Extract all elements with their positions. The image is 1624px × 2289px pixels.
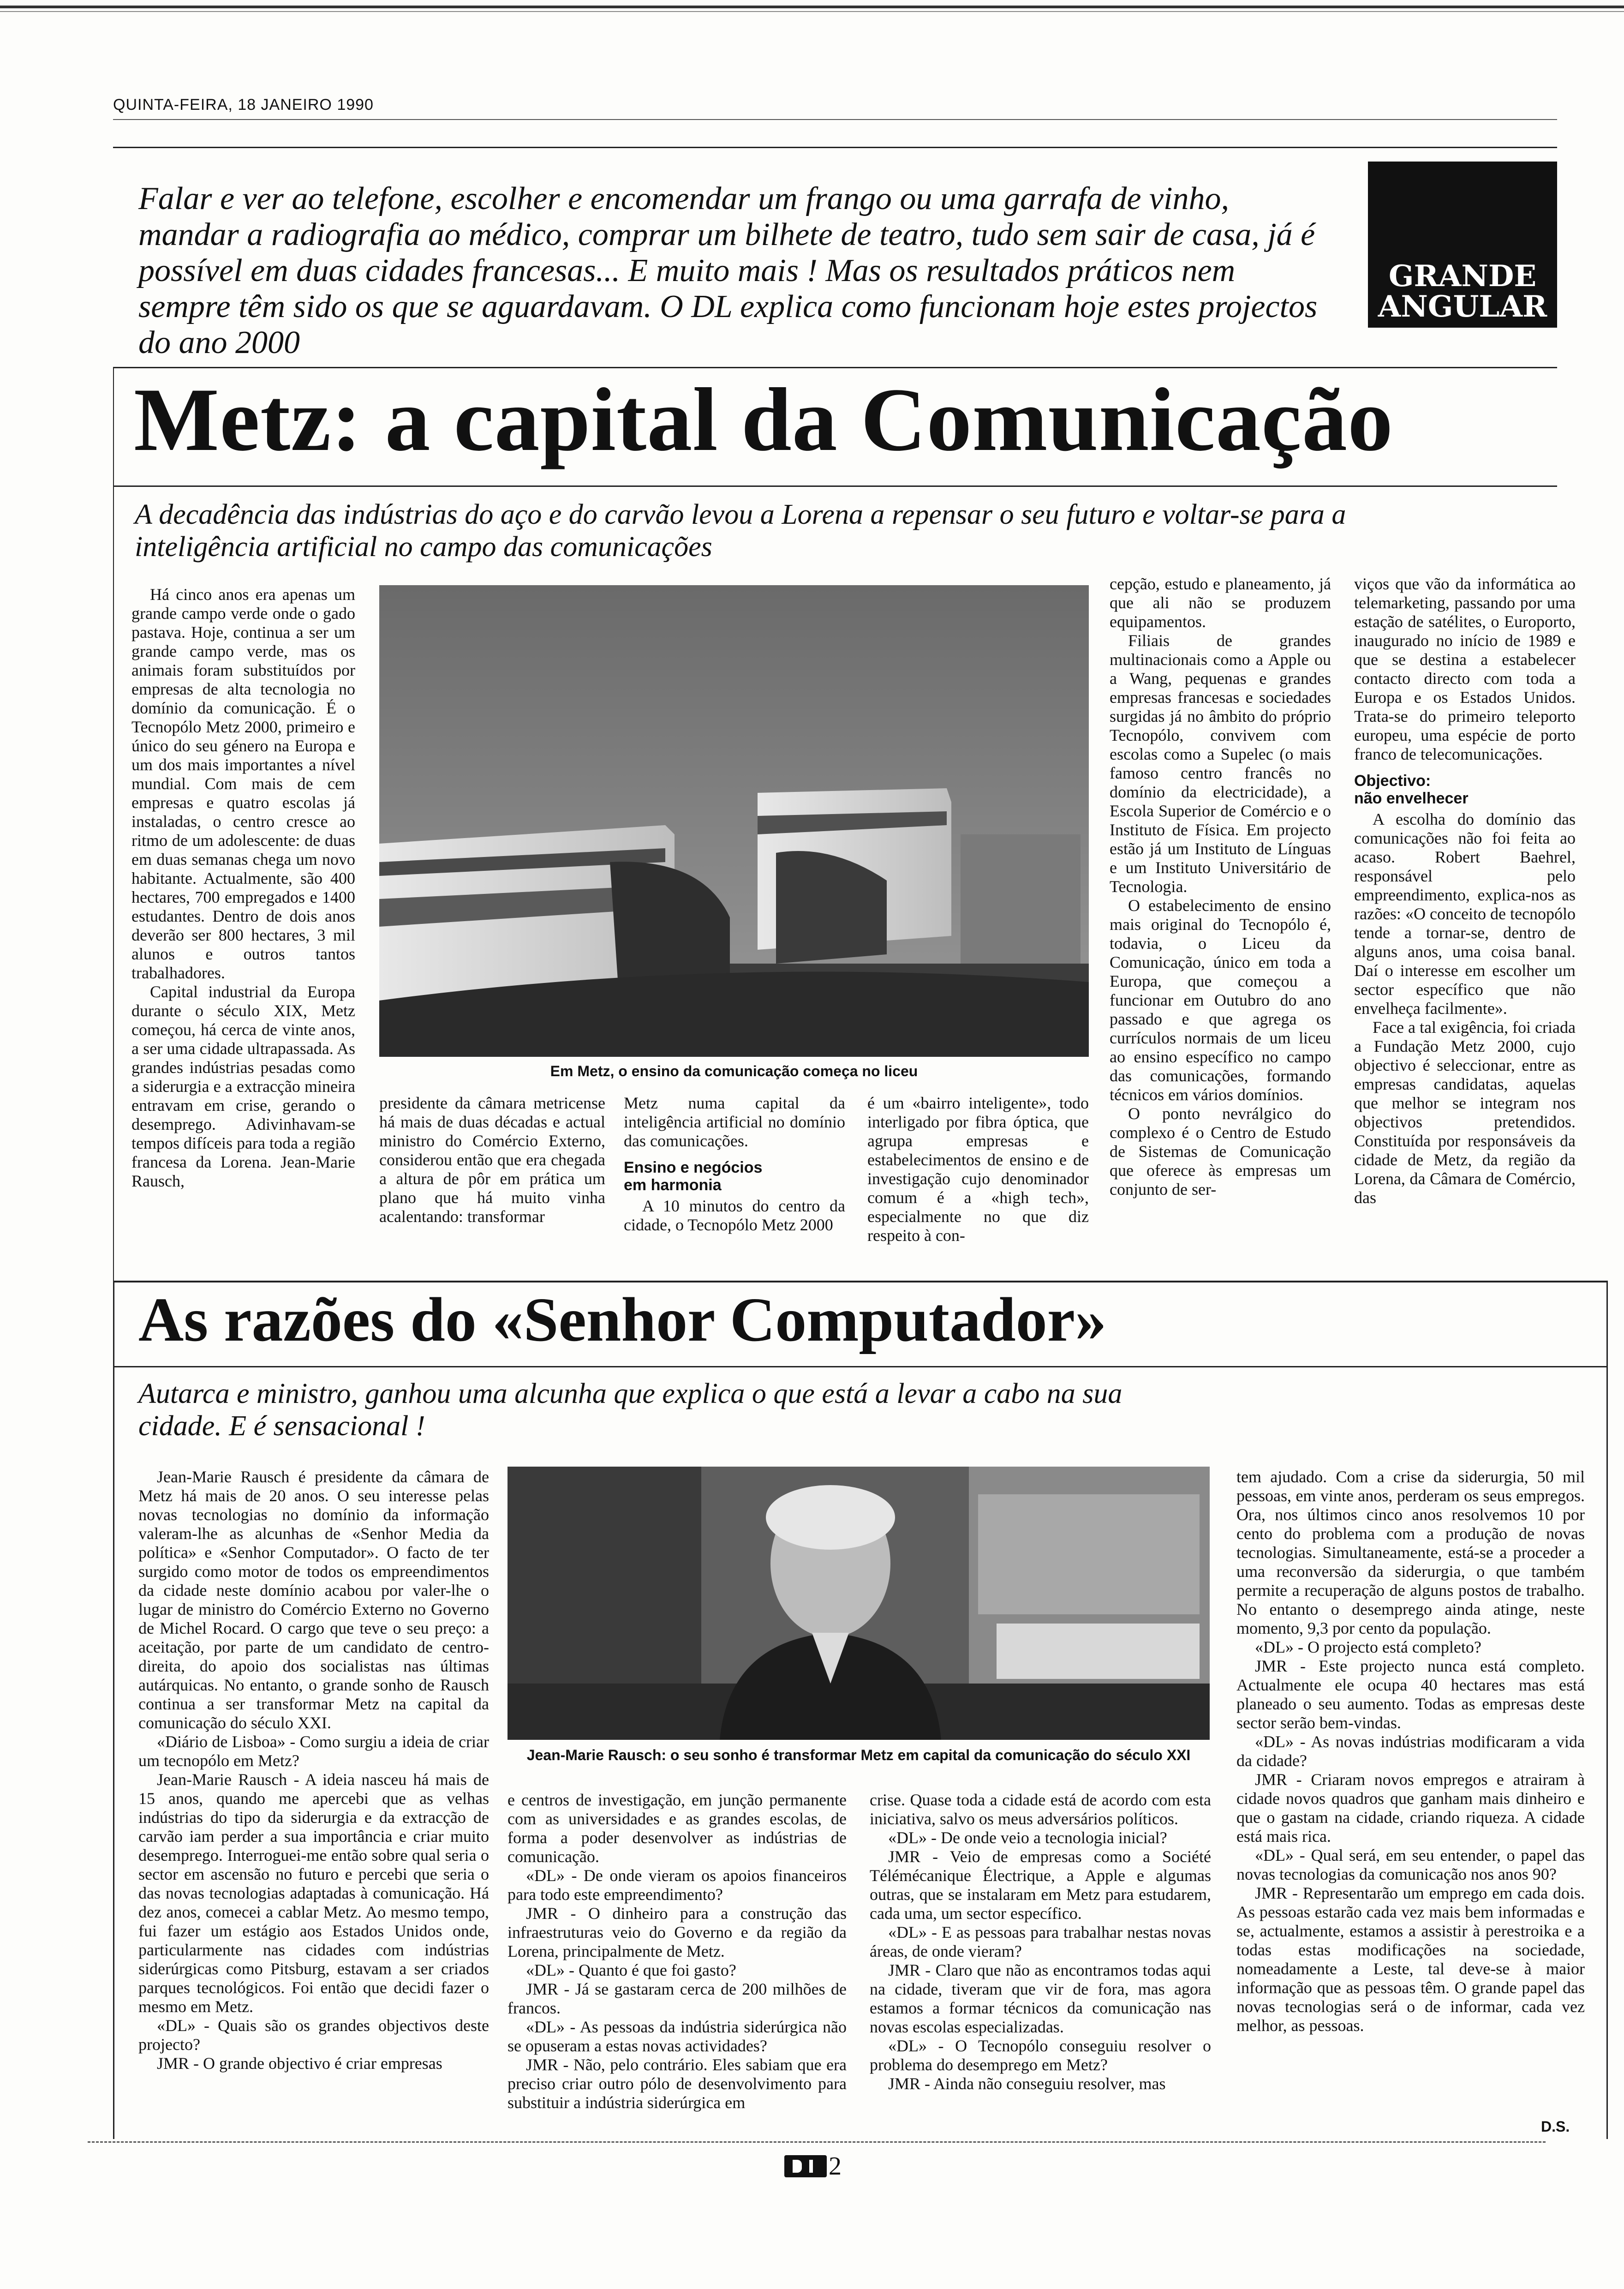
article2-col2c-text: JMR - O dinheiro para a construção das infraestruturas veio do Governo e da região da Lorena, principalmente de Metz. <box>508 1904 847 1960</box>
subhead-line-2: não envelhecer <box>1354 790 1469 807</box>
article1-col6-text: viços que vão da informática ao telemarketing, passando por uma estação de satélites, o Europorto, inaugurado no início de 1989 e que se destina a estabelecer contacto directo com toda a Europa e os Estados Unidos. Trata-se do primeiro teleporto europeu, uma espécie de porto franco de telecomunicações. <box>1354 575 1576 763</box>
article1-subhead-objectivo <box>1354 772 1576 807</box>
article1-column-4 <box>867 1094 1089 1245</box>
article1-photo <box>379 585 1089 1057</box>
issue-date: QUINTA-FEIRA, 18 JANEIRO 1990 <box>113 96 374 114</box>
article1-col6b-text: A escolha do domínio das comunicações não foi feita ao acaso. Robert Baehrel, responsável pelo empreendimento, explica-nos as razões: «O conceito de tecnopólo tende a tornar-se, dentro de alguns anos, uma coisa banal. Daí o interesse em escolher um sector específico que não envelheça facilmente». <box>1354 810 1576 1018</box>
footer-rule <box>88 2141 1546 2144</box>
intro-bottom-rule <box>113 367 1557 368</box>
badge-line-1: GRANDE <box>1388 259 1537 294</box>
top-border <box>0 6 1624 8</box>
subhead-line-2: em harmonia <box>624 1176 722 1194</box>
article2-subtitle: Autarca e ministro, ganhou uma alcunha que explica o que está a levar a cabo na sua cidade. E é sensacional ! <box>138 1378 1122 1442</box>
article2-col4d-text: «DL» - As novas indústrias modificaram a vida da cidade? <box>1236 1732 1585 1770</box>
article1-subtitle: A decadência das indústrias do aço e do carvão levou a Lorena a repensar o seu futuro e voltar-se para a inteligência artificial no campo das comunicações <box>135 499 1346 563</box>
article1-col5c-text: O estabelecimento de ensino mais original do Tecnopólo é, todavia, o Liceu da Comunicação, único em toda a Europa, que começou a funcionar em Outubro do ano passado e que agrega os currículos normais de um liceu ao ensino específico no campo das comunicações, formando técnicos em vários domínios. <box>1110 896 1331 1104</box>
article2-column-1 <box>138 1468 489 2073</box>
article1-col5-text: cepção, estudo e planeamento, já que ali não se produzem equipamentos. <box>1110 575 1331 631</box>
article1-subhead-ensino <box>624 1159 845 1194</box>
badge-line-2: ANGULAR <box>1378 289 1547 324</box>
article2-headline-rule <box>113 1366 1608 1367</box>
article2-col1c-text: Jean-Marie Rausch - A ideia nasceu há mais de 15 anos, quando me apercebi que as velhas indústrias do tipo da siderurgia e da extracção de carvão iam perder a sua importância e criar muito desemprego. Interroguei-me então sobre qual seria o sector em ascensão no futuro e percebi que seria o das novas tecnologias adaptadas à comunicação. Há dez anos, comecei a cablar Metz. Ao mesmo tempo, fui fazer um estágio aos Estados Unidos onde, particularmente nas cidades com indústrias siderúrgicas como Pitsburg, estavam a ser criados parques tecnológicos. Foi então que decidi fazer o mesmo em Metz. <box>138 1770 489 2016</box>
subhead-line-1: Objectivo: <box>1354 772 1431 790</box>
article1-column-3 <box>624 1094 845 1234</box>
article1-column-1 <box>131 585 355 1191</box>
tecnopolo-building-image <box>379 585 1089 1057</box>
article2-right-frame <box>1606 1281 1608 2139</box>
article1-column-2 <box>379 1094 605 1226</box>
article2-col2e-text: JMR - Já se gastaram cerca de 200 milhões de francos. <box>508 1980 847 2017</box>
left-frame-line <box>113 367 114 1285</box>
article2-headline: As razões do «Senhor Computador» <box>138 1285 1107 1354</box>
article1-col2-text: presidente da câmara metricense há mais de duas décadas e actual ministro do Comércio Externo, considerou então que era chegada a altura de pôr em prática um plano que há muito vinha acalentando: transformar <box>379 1094 605 1226</box>
article1-col5b-text: Filiais de grandes multinacionais como a Apple ou a Wang, pequenas e grandes empresas francesas e sociedades surgidas já no âmbito do próprio Tecnopólo, convivem com escolas como a Supelec (o mais famoso centro francês no domínio da electricidade), a Escola Superior de Comércio e o Instituto de Física. Em projecto estão já um Instituto de Línguas e um Instituto Universitário de Tecnologia. <box>1110 631 1331 896</box>
author-signature: D.S. <box>1541 2118 1570 2135</box>
article2-col4f-text: «DL» - Qual será, em seu entender, o papel das novas tecnologias da comunicação nos anos 90? <box>1236 1846 1585 1883</box>
article1-col1b-text: Capital industrial da Europa durante o século XIX, Metz começou, há cerca de vinte anos, a ser uma cidade ultrapassada. As grandes indústrias pesadas como a siderurgia e a extracção mineira entravam em crise, gerando o desemprego. Adivinhavam-se tempos difíceis para toda a região francesa da Lorena. Jean-Marie Rausch, <box>131 983 355 1190</box>
article1-column-5 <box>1110 575 1331 1199</box>
article2-col4e-text: JMR - Criaram novos empregos e atrairam à cidade novos quadros que ganham mais dinheiro e que o gastam na cidade, criando riqueza. A cidade está mais rica. <box>1236 1770 1585 1846</box>
article1-col5d-text: O ponto nevrálgico do complexo é o Centro de Estudo de Sistemas de Comunicação que oferece às empresas um conjunto de ser- <box>1110 1104 1331 1198</box>
article1-col3b-text: A 10 minutos do centro da cidade, o Tecnopólo Metz 2000 <box>624 1197 845 1234</box>
article2-col3g-text: JMR - Ainda não conseguiu resolver, mas <box>888 2074 1166 2093</box>
article2-col3f-text: «DL» - O Tecnopólo conseguiu resolver o problema do desemprego em Metz? <box>870 2037 1211 2074</box>
article2-col3c-text: JMR - Veio de empresas como a Société Télémécanique Électrique, a Apple e algumas outras, que se instalaram em Metz para estudarem, cada uma, um sector específico. <box>870 1847 1211 1923</box>
article1-col6c-text: Face a tal exigência, foi criada a Fundação Metz 2000, cujo objectivo é seleccionar, entre as empresas candidatas, aquelas que melhor se integram nos objectivos pretendidos. Constituída por responsáveis da cidade de Metz, da região da Lorena, da Câmara de Comércio, das <box>1354 1018 1576 1207</box>
top-border-thin <box>0 11 1624 12</box>
article2-photo <box>508 1467 1210 1740</box>
page-number: 2 <box>829 2152 842 2181</box>
article2-col2-text: e centros de investigação, em junção permanente com as universidades e as grandes escolas, de forma a poder desenvolver as indústrias de comunicação. <box>508 1791 847 1866</box>
article2-left-frame <box>113 1281 114 2139</box>
article2-column-3 <box>870 1791 1211 2093</box>
article1-col3-text: Metz numa capital da inteligência artificial no domínio das comunicações. <box>624 1094 845 1150</box>
article2-column-4 <box>1236 1468 1585 2035</box>
subhead-line-1: Ensino e negócios <box>624 1159 763 1176</box>
article2-col3b-text: «DL» - De onde veio a tecnologia inicial? <box>888 1828 1167 1847</box>
article2-col4c-text: JMR - Este projecto nunca está completo. Actualmente ele ocupa 40 hectares mas está planeado o seu aumento. Todas as empresas deste sector serão bem-vindas. <box>1236 1657 1585 1732</box>
article2-col1b-text: «Diário de Lisboa» - Como surgiu a ideia de criar um tecnopólo em Metz? <box>138 1732 489 1770</box>
article2-column-2 <box>508 1791 847 2112</box>
article1-col4-text: é um «bairro inteligente», todo interligado por fibra óptica, que agrupa empresas e estabelecimentos de ensino e de investigação cujo denominador comum é a «high tech», especialmente no que diz respeito à con- <box>867 1094 1089 1245</box>
article2-photo-caption: Jean-Marie Rausch: o seu sonho é transformar Metz em capital da comunicação do século XXI <box>526 1747 1191 1763</box>
footer-logo <box>784 2153 849 2179</box>
intro-lead: Falar e ver ao telefone, escolher e encomendar um frango ou uma garrafa de vinho, mandar a radiografia ao médico, comprar um bilhete de teatro, tudo sem sair de casa, já é possível em duas cidades francesas... E muito mais ! Mas os resultados práticos nem sempre têm sido os que se aguardavam. O DL explica como funcionam hoje estes projectos do ano 2000 <box>138 181 1318 360</box>
article2-col1e-text: JMR - O grande objectivo é criar empresas <box>157 2054 442 2073</box>
date-rule <box>113 119 1557 120</box>
intro-top-rule <box>113 147 1557 148</box>
article2-col1d-text: «DL» - Quais são os grandes objectivos deste projecto? <box>138 2016 489 2054</box>
article1-headline: Metz: a capital da Comunicação <box>134 370 1393 470</box>
article2-top-rule <box>113 1281 1608 1282</box>
section-badge <box>1368 162 1557 328</box>
article2-col3-text: crise. Quase toda a cidade está de acordo com esta iniciativa, salvo os meus adversários políticos. <box>870 1791 1211 1828</box>
article2-col2d-text: «DL» - Quanto é que foi gasto? <box>526 1961 736 1979</box>
dl-logo-icon <box>784 2155 827 2177</box>
article2-col2g-text: JMR - Não, pelo contrário. Eles sabiam que era preciso criar outro pólo de desenvolvimento para substituir a indústria siderúrgica em <box>508 2055 847 2112</box>
article2-col2f-text: «DL» - As pessoas da indústria siderúrgica não se opuseram a estas novas actividades? <box>508 2018 847 2055</box>
article1-col1-text: Há cinco anos era apenas um grande campo verde onde o gado pastava. Hoje, continua a ser um grande campo verde, mas os animais foram substituídos por empresas de alta tecnologia no domínio da comunicação. É o Tecnopólo Metz 2000, primeiro e único do seu género na Europa e um dos mais importantes a nível mundial. Com mais de cem empresas e quatro escolas já instaladas, o centro cresce ao ritmo de um adolescente: de duas em duas semanas chega um novo habitante. Actualmente, são 400 hectares, 700 empregados e 1400 estudantes. Dentro de dois anos deverão ser 800 hectares, 3 mil alunos e outros tantos trabalhadores. <box>131 585 355 982</box>
article2-col3e-text: JMR - Claro que não as encontramos todas aqui na cidade, tiveram que vir de fora, mas agora estamos a formar técnicos da comunicação nas novas escolas especializadas. <box>870 1961 1211 2036</box>
rausch-portrait-image <box>508 1467 1210 1740</box>
headline-rule <box>113 485 1557 487</box>
article2-col2b-text: «DL» - De onde vieram os apoios financeiros para todo este empreendimento? <box>508 1866 847 1904</box>
article2-col3d-text: «DL» - E as pessoas para trabalhar nestas novas áreas, de onde vieram? <box>870 1923 1211 1960</box>
article1-column-6 <box>1354 575 1576 1207</box>
article2-col1-text: Jean-Marie Rausch é presidente da câmara de Metz há mais de 20 anos. O seu interesse pelas novas tecnologias no domínio da informação valeram-lhe as alcunhas de «Senhor Media da política» e «Senhor Computador». O facto de ter surgido como motor de todos os empreendimentos da cidade neste domínio acabou por valer-lhe o lugar de ministro do Comércio Externo no Governo de Michel Rocard. O cargo que teve o seu preço: a aceitação, por parte de um candidato de centro-direita, do apoio dos socialistas nas últimas autárquicas. No entanto, o grande sonho de Rausch continua a ser transformar Metz na capital da comunicação do século XXI. <box>138 1468 489 1732</box>
article1-photo-caption: Em Metz, o ensino da comunicação começa no liceu <box>550 1063 918 1079</box>
article2-col4b-text: «DL» - O projecto está completo? <box>1255 1638 1481 1656</box>
article2-col4-text: tem ajudado. Com a crise da siderurgia, 50 mil pessoas, em vinte anos, perderam os seus empregos. Ora, nos últimos cinco anos resolvemos 10 por cento do problema com a produção de novas tecnologias. Simultaneamente, está-se a proceder a uma reconversão da siderurgia, o que também permite a recuperação de alguns postos de trabalho. No entanto o desemprego ainda atinge, neste momento, 9,3 por cento da população. <box>1236 1468 1585 1637</box>
article2-col4g-text: JMR - Representarão um emprego em cada dois. As pessoas estarão cada vez mais bem informadas e se, actualmente, estamos a assistir à perestroika e a todas estas modificações na sociedade, nomeadamente a Leste, tal deve-se à maior informação que as pessoas têm. O grande papel das novas tecnologias será o de informar, cada vez melhor, as pessoas. <box>1236 1884 1585 2035</box>
